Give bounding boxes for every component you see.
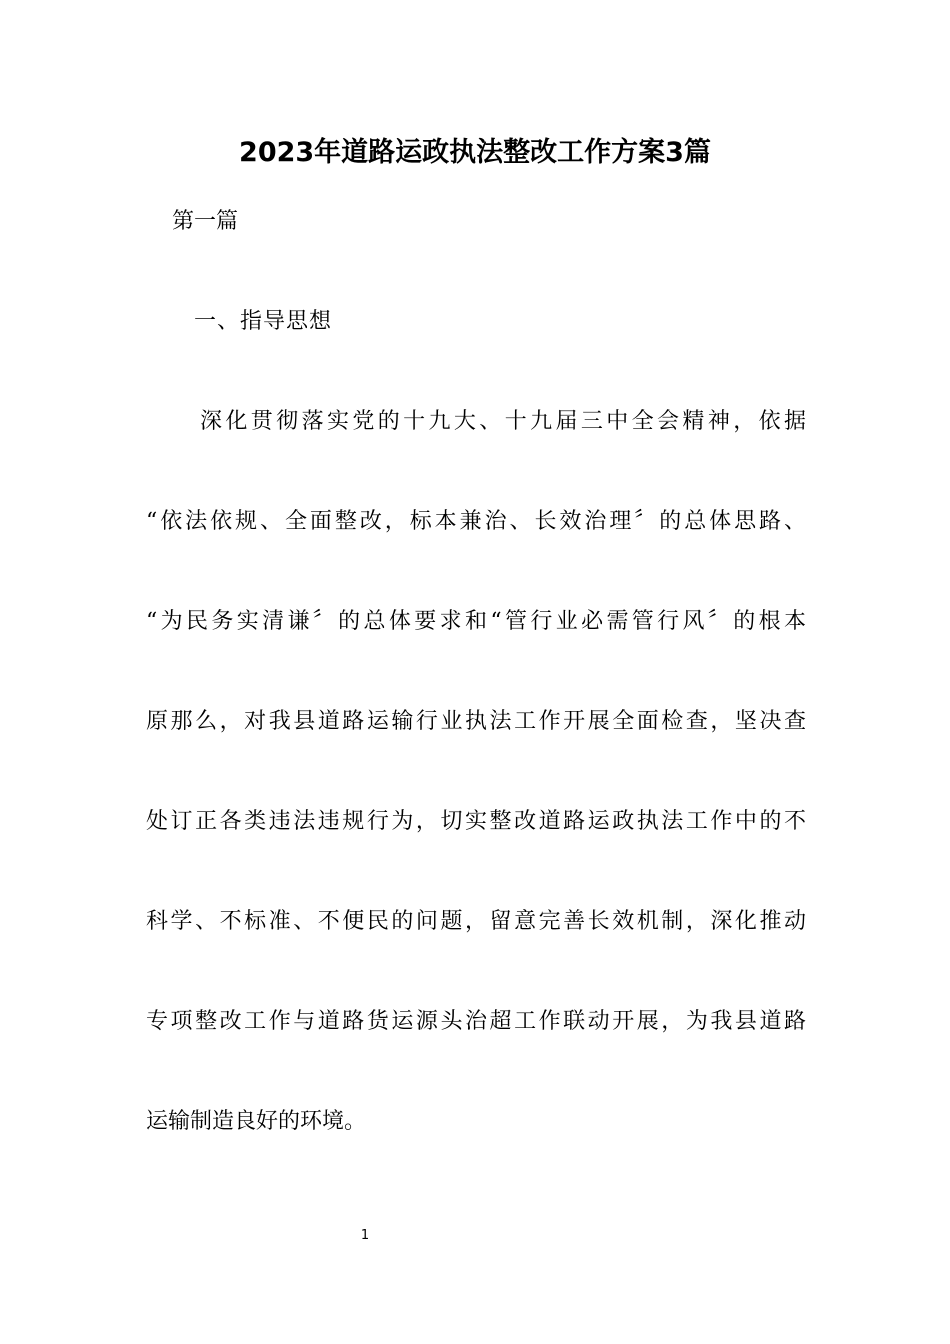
paragraph-line: “为民务实清谦〞的总体要求和“管行业必需管行风〞的根本 <box>146 609 806 634</box>
section-label: 第一篇 <box>172 209 239 234</box>
section-heading: 一、指导思想 <box>194 309 333 334</box>
page-number: 1 <box>360 1228 370 1243</box>
paragraph-line: 科学、不标准、不便民的问题，留意完善长效机制，深化推动 <box>146 909 806 934</box>
paragraph-line: 深化贯彻落实党的十九大、十九届三中全会精神，依据 <box>200 409 806 434</box>
paragraph-line: 处订正各类违法违规行为，切实整改道路运政执法工作中的不 <box>146 809 806 834</box>
paragraph-line: “依法依规、全面整改，标本兼治、长效治理〞的总体思路、 <box>146 509 806 534</box>
document-title: 2023年道路运政执法整改工作方案3篇 <box>239 137 711 168</box>
paragraph-line: 原那么，对我县道路运输行业执法工作开展全面检查，坚决查 <box>146 709 806 734</box>
paragraph-line: 专项整改工作与道路货运源头治超工作联动开展，为我县道路 <box>146 1009 806 1034</box>
paragraph-line: 运输制造良好的环境。 <box>146 1109 367 1134</box>
